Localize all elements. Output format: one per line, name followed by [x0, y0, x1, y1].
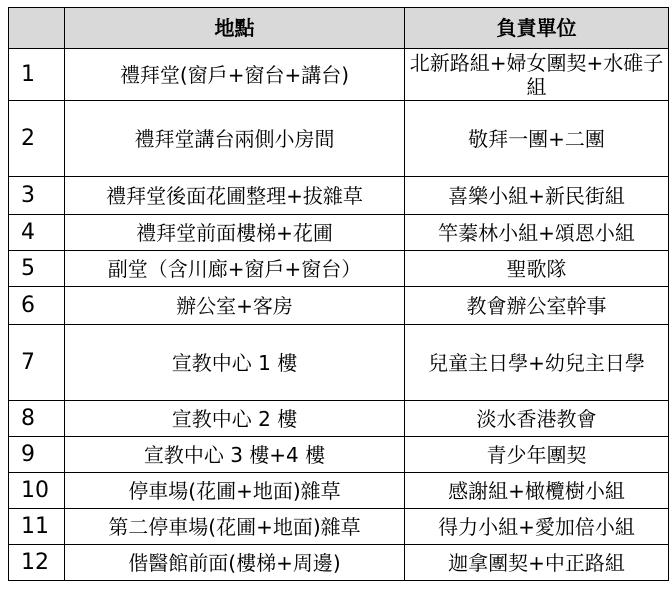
row-unit: 聖歌隊 — [405, 251, 669, 287]
row-number: 9 — [9, 437, 65, 473]
row-number: 11 — [9, 509, 65, 545]
row-unit: 迦拿團契+中正路組 — [405, 545, 669, 581]
row-location: 禮拜堂講台兩側小房間 — [65, 101, 405, 177]
row-number: 7 — [9, 325, 65, 401]
row-number: 5 — [9, 251, 65, 287]
table-row — [9, 215, 669, 251]
cleaning-duty-table — [8, 7, 669, 581]
row-unit: 兒童主日學+幼兒主日學 — [405, 325, 669, 401]
row-unit: 北新路組+婦女團契+水碓子組 — [405, 49, 669, 101]
row-location: 宣教中心 3 樓+4 樓 — [65, 437, 405, 473]
row-number: 2 — [9, 101, 65, 177]
row-number: 12 — [9, 545, 65, 581]
row-number: 1 — [9, 49, 65, 101]
table-row — [9, 401, 669, 437]
row-unit: 淡水香港教會 — [405, 401, 669, 437]
header-location: 地點 — [65, 8, 405, 49]
table-row — [9, 473, 669, 509]
row-number: 10 — [9, 473, 65, 509]
table-header-row — [9, 8, 669, 49]
row-number: 4 — [9, 215, 65, 251]
row-unit: 得力小組+愛加倍小組 — [405, 509, 669, 545]
row-location: 副堂（含川廊+窗戶+窗台） — [65, 251, 405, 287]
row-location: 宣教中心 2 樓 — [65, 401, 405, 437]
table-row — [9, 437, 669, 473]
table-row — [9, 287, 669, 325]
table-row — [9, 509, 669, 545]
table-row — [9, 177, 669, 215]
row-location: 辦公室+客房 — [65, 287, 405, 325]
row-unit: 喜樂小組+新民街組 — [405, 177, 669, 215]
table-row — [9, 545, 669, 581]
row-unit: 感謝組+橄欖樹小組 — [405, 473, 669, 509]
row-unit: 竿蓁林小組+頌恩小組 — [405, 215, 669, 251]
row-number: 8 — [9, 401, 65, 437]
table-row — [9, 101, 669, 177]
row-location: 偕醫館前面(樓梯+周邊) — [65, 545, 405, 581]
row-location: 第二停車場(花圃+地面)雜草 — [65, 509, 405, 545]
header-unit: 負責單位 — [405, 8, 669, 49]
row-number: 6 — [9, 287, 65, 325]
row-unit: 教會辦公室幹事 — [405, 287, 669, 325]
table-row — [9, 325, 669, 401]
row-location: 宣教中心 1 樓 — [65, 325, 405, 401]
row-location: 禮拜堂前面樓梯+花圃 — [65, 215, 405, 251]
row-location: 停車場(花圃+地面)雜草 — [65, 473, 405, 509]
table-row — [9, 49, 669, 101]
row-unit: 青少年團契 — [405, 437, 669, 473]
row-number: 3 — [9, 177, 65, 215]
table-row — [9, 251, 669, 287]
row-location: 禮拜堂(窗戶+窗台+講台) — [65, 49, 405, 101]
header-number — [9, 8, 65, 49]
row-location: 禮拜堂後面花圃整理+拔雜草 — [65, 177, 405, 215]
row-unit: 敬拜一團+二團 — [405, 101, 669, 177]
